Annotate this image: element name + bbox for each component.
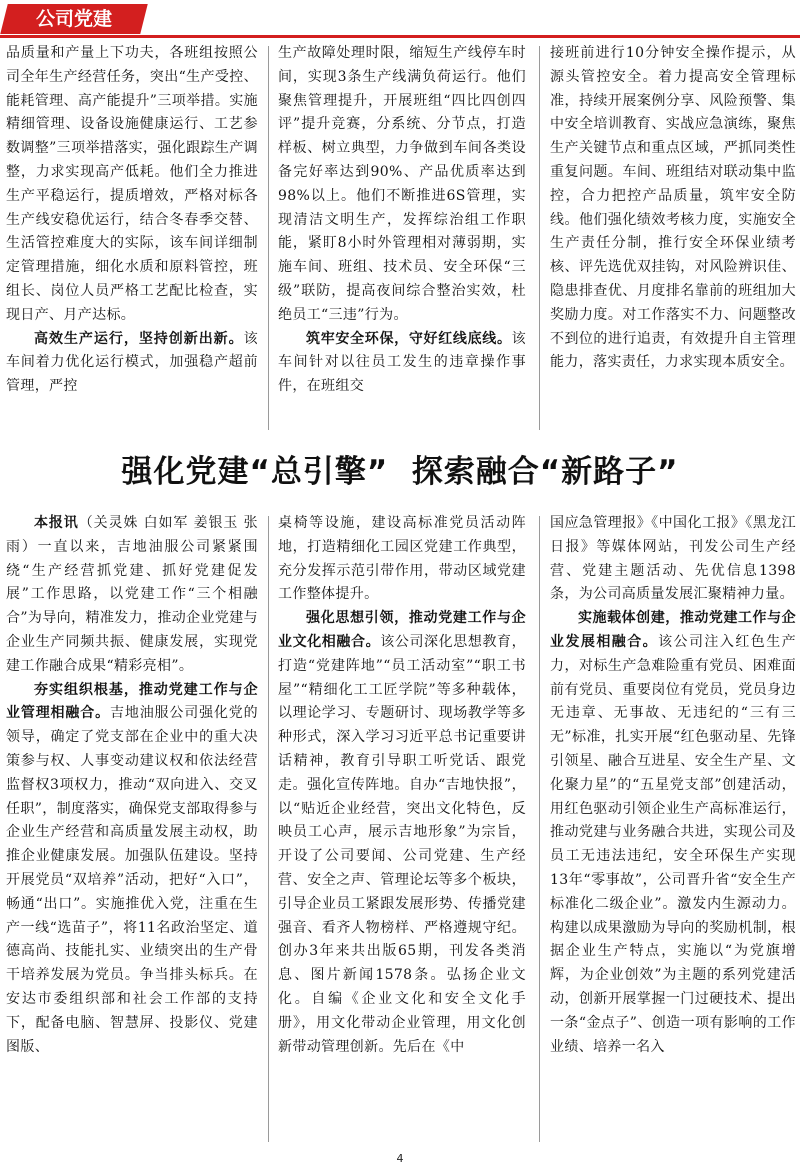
subheading: 夯实组织根基，推动党建工作与企业管理相融合。 bbox=[6, 681, 258, 722]
main-article-column-3 bbox=[550, 512, 796, 1144]
main-article-column-1 bbox=[6, 512, 258, 1144]
section-tag-label: 公司党建 bbox=[35, 8, 112, 30]
column-divider bbox=[539, 516, 540, 1142]
main-article-column-2 bbox=[278, 512, 526, 1144]
paragraph: 生产故障处理时限，缩短生产线停车时间，实现3条生产线满负荷运行。他们聚焦管理提升，开展班组“四比四创四评”提升竞赛，分系统、分节点，打造样板、树立典型，力争做到车间各类设备完好率达到90%、产品优质率达到98%以上。他们不断推进6S管理，实现清洁文明生产，发挥综治组工作职能，紧盯8小时外管理相对薄弱期，实施车间、班组、技术员、安全环保“三级”联防，提高夜间综合整治实效，杜绝员工“三违”行为。 bbox=[278, 45, 526, 323]
paragraph: 品质量和产量上下功夫，各班组按照公司全年生产经营任务，突出“生产受控、能耗管理、高产能提升”三项举措。实施精细管理、设备设施健康运行、工艺参数调整”三项举措落实，强化跟踪生产调整，力求实现高产低耗。他们全力推进生产平稳运行，提质增效，严格对标各生产线安稳优运行，结合冬春季交替、生活管控难度大的实际，该车间详细制定管理措施，细化水质和原料管控，班组长、岗位人员严格工艺配比检查，实现日产、月产达标。 bbox=[6, 45, 258, 323]
page-number: 4 bbox=[396, 1152, 404, 1165]
column-divider bbox=[268, 516, 269, 1142]
paragraph: 强化思想引领，推动党建工作与企业文化相融合。该公司深化思想教育，打造“党建阵地”“员工活动室”“职工书屋”“精细化工工匠学院”等多种载体，以理论学习、专题研讨、现场教学等多种形式，深入学习习近平总书记重要讲话精神，教育引导职工听党话、跟党走。强化宣传阵地。自办“吉地快报”，以“贴近企业经营，突出文化特色，反映员工心声，展示吉地形象”为宗旨，开设了公司要闻、公司党建、生产经营、安全之声、管理论坛等多个板块，引导企业员工紧跟发展形势、传播党建强音、看齐人物榜样、严格遵规守纪。创办3年来共出版65期，刊发各类消息、图片新闻1578条。弘扬企业文化。自编《企业文化和安全文化手册》，用文化带动企业管理，用文化创新带动管理创新。先后在《中 bbox=[278, 610, 526, 1055]
column-divider bbox=[539, 46, 540, 430]
top-article-column-2 bbox=[278, 42, 526, 434]
paragraph: 桌椅等设施，建设高标准党员活动阵地，打造精细化工园区党建工作典型，充分发挥示范引带作用，带动区域党建工作整体提升。 bbox=[278, 515, 526, 603]
top-article-column-3 bbox=[550, 42, 796, 434]
dateline: 本报讯 bbox=[34, 515, 79, 531]
article-headline: 强化党建“总引擎” 探索融合“新路子” bbox=[121, 454, 679, 490]
subheading: 实施载体创建，推动党建工作与企业发展相融合。 bbox=[550, 610, 796, 650]
paragraph: 夯实组织根基，推动党建工作与企业管理相融合。吉地油服公司强化党的领导，确定了党支部在企业中的重大决策参与权、人事变动建议权和依法经营监督权3项权力，推动“双向进入、交叉任职”，制度落实，确保党支部取得参与企业生产经营和高质量发展主动权，助推企业健康发展。加强队伍建设。坚持开展党员“双培养”活动，把好“入口”，畅通“出口”。实施推优入党，注重在生产一线“选苗子”，将11名政治坚定、道德高尚、技能扎实、业绩突出的生产骨干培养发展为党员。争当排头标兵。在安达市委组织部和社会工作部的支持下，配备电脑、智慧屏、投影仪、党建图版、 bbox=[6, 681, 258, 1055]
paragraph: 本报讯（关灵姝 白如军 姜银玉 张雨）一直以来，吉地油服公司紧紧围绕“生产经营抓党建、抓好党建促发展”工作思路，以党建工作“三个相融合”为导向，精准发力，推动企业党建与企业生产同频共振、健康发展，实现党建工作融合成果“精彩亮相”。 bbox=[6, 515, 258, 674]
paragraph: 国应急管理报》《中国化工报》《黑龙江日报》等媒体网站，刊发公司生产经营、党建主题活动、先优信息1398条，为公司高质量发展汇聚精神力量。 bbox=[550, 515, 796, 603]
section-tag bbox=[0, 4, 147, 34]
header-rule bbox=[0, 35, 800, 38]
top-article-column-1 bbox=[6, 42, 258, 434]
section-banner bbox=[0, 4, 800, 38]
paragraph: 接班前进行10分钟安全操作提示，从源头管控安全。着力提高安全管理标准，持续开展案例分享、风险预警、集中安全培训教育、实战应急演练，聚焦生产关键节点和重点区域，严抓同类性重复问题。车间、班组结对联动集中监控，合力把控产品质量，筑牢安全防线。他们强化绩效考核力度，实施安全生产责任分制，推行安全环保业绩考核、评先选优双挂钩，对风险辨识佳、隐患排查优、月度排名靠前的班组加大奖励力度。对工作落实不力、问题整改不到位的进行追责，有效提升自主管理能力，落实责任，力求实现本质安全。 bbox=[550, 45, 796, 371]
paragraph: 高效生产运行，坚持创新出新。该车间着力优化运行模式，加强稳产超前管理，严控 bbox=[6, 330, 258, 395]
subheading: 筑牢安全环保，守好红线底线。 bbox=[306, 330, 512, 347]
subheading: 强化思想引领，推动党建工作与企业文化相融合。 bbox=[278, 610, 526, 650]
subheading: 高效生产运行，坚持创新出新。 bbox=[34, 330, 244, 347]
column-divider bbox=[268, 46, 269, 430]
paragraph: 筑牢安全环保，守好红线底线。该车间针对以往员工发生的违章操作事件，在班组交 bbox=[278, 330, 526, 395]
paragraph: 实施载体创建，推动党建工作与企业发展相融合。该公司注入红色生产力，对标生产急难险重有党员、困难面前有党员、重要岗位有党员，党员身边无违章、无事故、无违纪的“三有三无”标准，扎实开展“红色驱动星、先锋引领星、融合互进星、安全生产星、文化聚力星”的“五星党支部”创建活动，用红色驱动引领企业生产高标准运行，推动党建与业务融合共进，实现公司及员工无违法违纪，安全环保生产实现13年“零事故”，公司晋升省“安全生产标准化二级企业”。激发内生源动力。构建以成果激励为导向的奖励机制，根据企业生产特点，实施以“为党旗增辉，为企业创效”为主题的系列党建活动，创新开展掌握一门过硬技术、提出一条“金点子”、创造一项有影响的工作业绩、培养一名入 bbox=[550, 610, 796, 1055]
